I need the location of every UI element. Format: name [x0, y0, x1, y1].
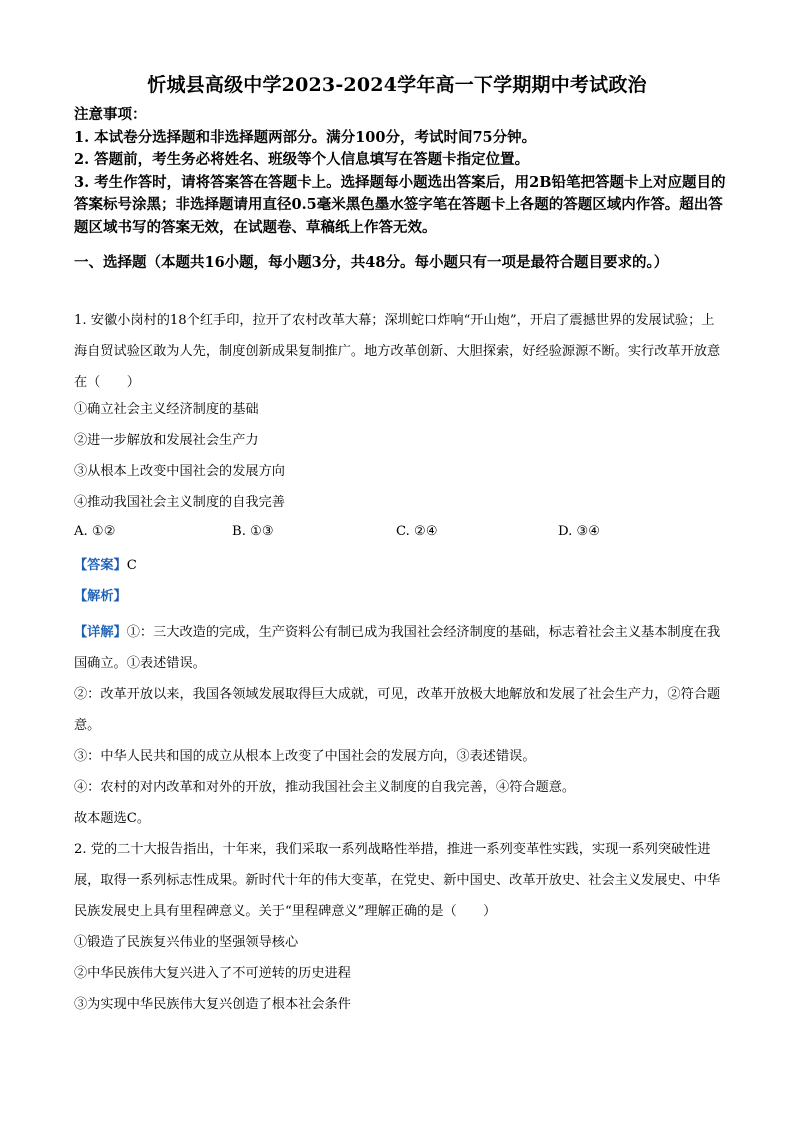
notice-item-2: 2. 答题前，考生务必将姓名、班级等个人信息填写在答题卡指定位置。	[74, 151, 530, 168]
question-2-item: ①锻造了民族复兴伟业的坚强领导核心	[74, 935, 299, 950]
question-1-items	[74, 394, 726, 518]
question-1-options	[74, 524, 674, 546]
option-a: A. ①②	[74, 524, 116, 539]
detail-tag: 【详解】	[74, 625, 127, 640]
option-d: D. ③④	[558, 524, 601, 539]
question-1-item: ②进一步解放和发展社会生产力	[74, 433, 259, 448]
answer-tag: 【答案】	[74, 558, 127, 573]
question-2-items	[74, 927, 726, 1020]
question-1-item: ④推动我国社会主义制度的自我完善	[74, 495, 285, 510]
option-c: C. ②④	[396, 524, 438, 539]
answer-value: C	[126, 558, 137, 573]
question-1-conclusion: 故本题选C。	[74, 811, 151, 826]
section-heading: 一、选择题（本题共16小题，每小题3分，共48分。每小题只有一项是最符合题目要求的。）	[74, 254, 669, 271]
question-1-detail-4: ④：农村的对内改革和对外的开放，推动我国社会主义制度的自我完善，④符合题意。	[74, 780, 576, 795]
question-1-item: ③从根本上改变中国社会的发展方向	[74, 464, 285, 479]
question-1-detail-3: ③：中华人民共和国的成立从根本上改变了中国社会的发展方向，③表述错误。	[74, 749, 536, 764]
question-2-item: ③为实现中华民族伟大复兴创造了根本社会条件	[74, 997, 351, 1012]
analysis-tag: 【解析】	[74, 589, 127, 604]
page-title: 忻城县高级中学2023-2024学年高一下学期期中考试政治	[147, 74, 647, 96]
notice-heading: 注意事项：	[74, 106, 147, 123]
question-1-detail-2: ②：改革开放以来，我国各领域发展取得巨大成就，可见，改革开放极大地解放和发展了社会生产力，②符合题意。	[74, 687, 721, 733]
question-1-stem: 1. 安徽小岗村的18个红手印，拉开了农村改革大幕；深圳蛇口炸响“开山炮”，开启了震撼世界的发展试验；上海自贸试验区敢为人先，制度创新成果复制推广。地方改革创新、大胆探索，好经验源源不断。实行改革开放意在（ ）	[74, 313, 721, 390]
question-1-answer	[74, 555, 726, 577]
notice-item-3: 3. 考生作答时，请将答案答在答题卡上。选择题每小题选出答案后，用2B铅笔把答题卡上对应题目的答案标号涂黑；非选择题请用直径0.5毫米黑色墨水签字笔在答题卡上各题的答题区域内作答。超出答题区域书写的答案无效，在试题卷、草稿纸上作答无效。	[74, 173, 726, 236]
notice-block	[74, 104, 734, 239]
question-1-item: ①确立社会主义经济制度的基础	[74, 402, 259, 417]
notice-item-1: 1. 本试卷分选择题和非选择题两部分。满分100分，考试时间75分钟。	[74, 128, 537, 146]
question-1-analysis	[74, 586, 726, 608]
question-1-detail-1	[74, 617, 726, 679]
detail-text: ①：三大改造的完成，生产资料公有制已成为我国社会经济制度的基础，标志着社会主义基本制度在我国确立。①表述错误。	[74, 625, 721, 671]
question-2-item: ②中华民族伟大复兴进入了不可逆转的历史进程	[74, 966, 351, 981]
option-b: B. ①③	[232, 524, 274, 539]
question-2-stem: 2. 党的二十大报告指出，十年来，我们采取一系列战略性举措，推进一系列变革性实践，实现一系列突破性进展，取得一系列标志性成果。新时代十年的伟大变革，在党史、新中国史、改革开放史、社会主义发展史、中华民族发展史上具有里程碑意义。关于“里程碑意义”理解正确的是（ ）	[74, 842, 721, 919]
